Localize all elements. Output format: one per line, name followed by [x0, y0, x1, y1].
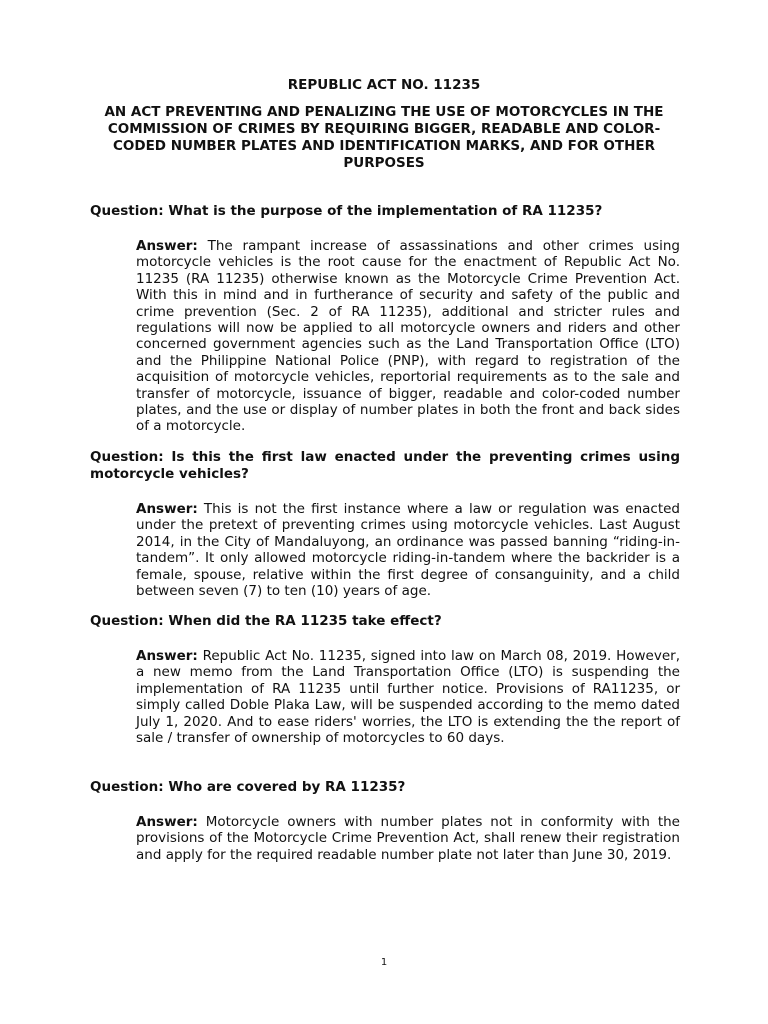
question-heading: Question: Who are covered by RA 11235? [90, 779, 406, 795]
question-heading: Question: Is this the first law enacted under the preventing crimes using motorcycle vehicles? [90, 449, 680, 482]
answer-paragraph [136, 648, 680, 746]
answer-label: Answer: [136, 814, 198, 830]
question-heading: Question: When did the RA 11235 take effect? [90, 613, 442, 629]
qa-section-first-law [90, 449, 680, 599]
answer-text: Motorcycle owners with number plates not in conformity with the provisions of the Motorcycle Crime Prevention Act, shall renew their registration and apply for the required readable number plate not later than June 30, 2019. [136, 814, 680, 863]
answer-paragraph [136, 501, 680, 599]
question-heading: Question: What is the purpose of the implementation of RA 11235? [90, 203, 603, 219]
answer-paragraph [136, 814, 680, 863]
answer-label: Answer: [136, 648, 198, 664]
qa-section-effectivity [90, 613, 680, 746]
answer-label: Answer: [136, 238, 198, 254]
answer-text: This is not the first instance where a law or regulation was enacted under the pretext of preventing crimes using motorcycle vehicles. Last August 2014, in the City of Mandaluyong, an ordinance was passed banning “riding-in-tandem”. It only allowed motorcycle riding-in-tandem where the backrider is a female, spouse, relative within the first degree of consanguinity, and a child between seven (7) to ten (10) years of age. [136, 501, 680, 600]
qa-section-coverage [90, 779, 680, 863]
page-number: 1 [380, 957, 388, 968]
document-title: REPUBLIC ACT NO. 11235 [287, 77, 481, 93]
qa-section-purpose [90, 203, 680, 435]
answer-text: Republic Act No. 11235, signed into law on March 08, 2019. However, a new memo from the Land Transportation Office (LTO) is suspending the implementation of RA 11235 until further notice. Provisions of RA11235, or simply called Doble Plaka Law, will be suspended according to the memo dated July 1, 2020. And to ease riders' worries, the LTO is extending the the report of sale / transfer of ownership of motorcycles to 60 days. [136, 648, 681, 747]
answer-paragraph [136, 238, 680, 435]
answer-text: The rampant increase of assassinations and other crimes using motorcycle vehicles is the root cause for the enactment of Republic Act No. 11235 (RA 11235) otherwise known as the Motorcycle Crime Prevention Act. With this in mind and in furtherance of security and safety of the public and crime prevention (Sec. 2 of RA 11235), additional and stricter rules and regulations will now be applied to all motorcycle owners and riders and other concerned government agencies such as the Land Transportation Office (LTO) and the Philippine National Police (PNP), with regard to registration of the acquisition of motorcycle vehicles, reportorial requirements as to the sale and transfer of motorcycle, issuance of bigger, readable and color-coded number plates, and the use or display of number plates in both the front and back sides of a motorcycle. [136, 238, 680, 435]
document-subtitle: AN ACT PREVENTING AND PENALIZING THE USE OF MOTORCYCLES IN THE COMMISSION OF CRIMES BY REQUIRING BIGGER, READABLE AND COLOR-CODED NUMBER PLATES AND IDENTIFICATION MARKS, AND FOR OTHER PURPOSES [104, 104, 664, 171]
answer-label: Answer: [136, 501, 198, 517]
